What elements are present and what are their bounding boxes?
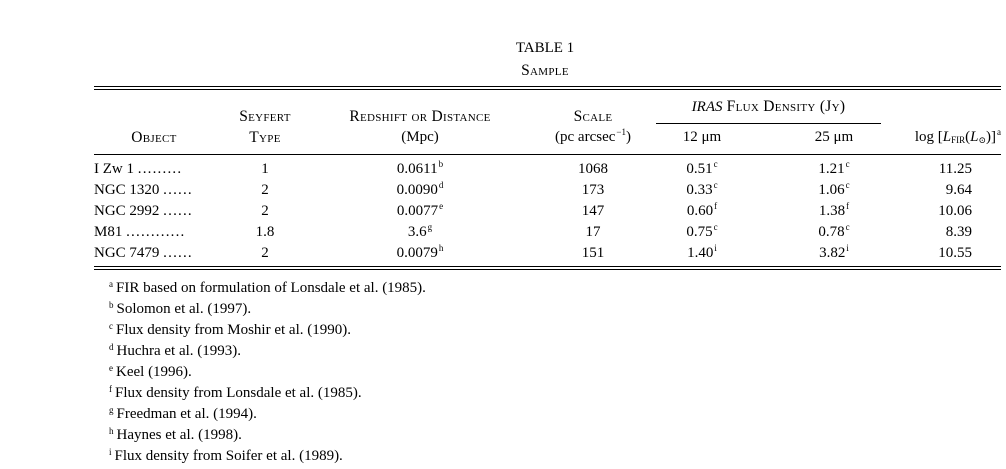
row-redshift: 0.0077e (396, 201, 444, 219)
header-scale-unit: (pc arcsec$^{-1}$) (555, 127, 631, 145)
row-scale: 151 (581, 245, 605, 261)
footnote: $^c$ Flux density from Moshir et al. (1990). (109, 321, 351, 338)
row-lfir: 10.06 (938, 203, 972, 219)
row-redshift: 0.0090$^d$ (396, 180, 444, 198)
row-lfir: 8.39 (945, 224, 972, 240)
row-f12: 1.40$^i$ (687, 243, 717, 261)
row-seyfert-type: 2 (261, 203, 269, 219)
footnote: $^a$ FIR based on formulation of Lonsdale et al. (1985). (109, 279, 426, 296)
table-subtitle: Sample (521, 62, 569, 79)
row-lfir: 9.64 (945, 182, 972, 198)
header-redshift-unit: (Mpc) (401, 129, 439, 145)
row-f25: 3.82$^i$ (819, 243, 849, 261)
row-redshift: 0.0079$^h$ (396, 243, 444, 261)
iras-subrule (656, 123, 881, 124)
row-seyfert-type: 2 (261, 245, 269, 261)
header-rule (94, 154, 1001, 155)
row-f12: 0.51$^c$ (686, 159, 718, 177)
footnote: $^i$ Flux density from Soifer et al. (1989). (109, 447, 343, 464)
row-scale: 173 (581, 182, 605, 198)
row-f25: 1.21$^c$ (818, 159, 850, 177)
footnote: $^h$ Haynes et al. (1998). (109, 426, 242, 443)
footnote: $^b$ Solomon et al. (1997). (109, 300, 252, 317)
row-object: M81 ............ (94, 224, 186, 240)
row-object: I Zw 1 ......... (94, 161, 183, 177)
header-seyfert (225, 108, 305, 126)
row-lfir: 10.55 (938, 245, 972, 261)
row-f25: 1.06$^c$ (818, 180, 850, 198)
header-25um: 25 μm (814, 129, 854, 145)
row-object: NGC 1320 ...... (94, 182, 193, 198)
bottom-rule-1 (94, 266, 1001, 267)
header-12um: 12 μm (682, 129, 722, 145)
row-redshift: 0.0611$^b$ (396, 159, 444, 177)
footnote: $^d$ Huchra et al. (1993). (109, 342, 242, 359)
header-seyfert-line1: Seyfert (239, 108, 291, 125)
row-seyfert-type: 1.8 (255, 224, 275, 240)
bottom-rule-2 (94, 269, 1001, 270)
top-rule-2 (94, 89, 1001, 90)
row-f12: 0.75$^c$ (686, 222, 718, 240)
row-f12: 0.33$^c$ (686, 180, 718, 198)
header-scale: Scale (573, 108, 613, 125)
header-lfir: log [LFIR(L⊙)]$^a$ (914, 127, 1001, 145)
row-lfir: 11.25 (938, 161, 972, 177)
row-object: NGC 7479 ...... (94, 245, 193, 261)
footnote: $^e$ Keel (1996). (109, 363, 192, 380)
header-iras: IRAS Flux Density (Jy) (691, 98, 846, 115)
row-redshift: 3.6$^g$ (407, 222, 433, 240)
row-seyfert-type: 1 (261, 161, 269, 177)
row-f25: 0.78$^c$ (818, 222, 850, 240)
row-scale: 17 (585, 224, 601, 240)
footnote: $^f$ Flux density from Lonsdale et al. (1985). (109, 384, 362, 401)
top-rule-1 (94, 86, 1001, 87)
table-title: TABLE 1 (515, 40, 575, 56)
row-scale: 1068 (578, 161, 608, 177)
header-seyfert-line2: Type (249, 129, 281, 146)
footnote: $^g$ Freedman et al. (1994). (109, 405, 257, 422)
row-f25: 1.38$^f$ (818, 201, 850, 219)
header-type (225, 129, 305, 147)
header-object: Object (131, 129, 177, 146)
row-object: NGC 2992 ...... (94, 203, 193, 219)
row-scale: 147 (581, 203, 605, 219)
row-f12: 0.60$^f$ (686, 201, 718, 219)
row-seyfert-type: 2 (261, 182, 269, 198)
header-redshift: Redshift or Distance (349, 108, 491, 125)
